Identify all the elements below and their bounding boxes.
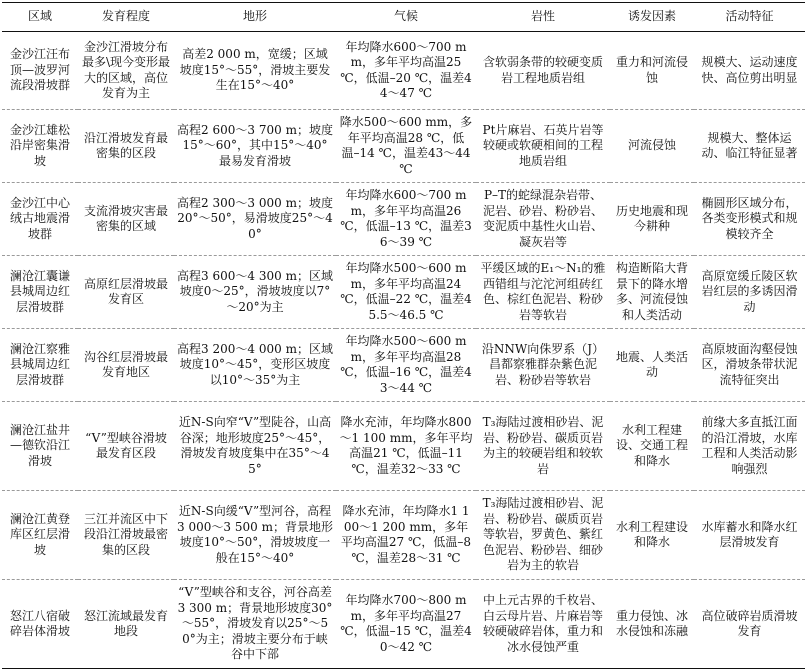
- cell-development: 怒江流域最发育地段: [78, 580, 174, 669]
- table-row: [2, 329, 805, 402]
- cell-climate: 降水500～600 mm，多年平均高温28 ℃，低温–14 ℃，温差43～44 ℃: [336, 110, 476, 183]
- cell-development: 支流滑坡灾害最密集的区域: [78, 183, 174, 256]
- cell-terrain: 高差2 000 m，宽缓；区域坡度15°～55°，滑坡主要发生在15°～40°: [174, 32, 336, 110]
- cell-lithology: P–T的蛇绿混杂岩带、泥岩、砂岩、粉砂岩、变泥质中基性火山岩、凝灰岩等: [476, 183, 610, 256]
- cell-region: 澜沧江盐井—德钦沿江滑坡: [2, 402, 78, 491]
- cell-terrain: 近N-S向窄“V”型陡谷，山高谷深；地形坡度25°～45°，滑坡发育坡度集中在35°～45°: [174, 402, 336, 491]
- table-row: [2, 580, 805, 669]
- cell-trigger: 重力和河流侵蚀: [610, 32, 694, 110]
- cell-region: 澜沧江囊谦县城周边红层滑坡群: [2, 256, 78, 329]
- cell-trigger: 历史地震和现今耕种: [610, 183, 694, 256]
- cell-region: 金沙江中心绒古地震滑坡群: [2, 183, 78, 256]
- cell-region: 怒江八宿破碎岩体滑坡: [2, 580, 78, 669]
- cell-development: 三江并流区中下段沿江滑坡最密集的区段: [78, 491, 174, 580]
- cell-trigger: 地震、人类活动: [610, 329, 694, 402]
- cell-development: 沿江滑坡发育最密集的区段: [78, 110, 174, 183]
- cell-climate: 降水充沛，年均降水800～1 100 mm，多年平均高温21 ℃，低温–11 ℃，温差32～33 ℃: [336, 402, 476, 491]
- cell-trigger: 构造断陷大背景下的降水增多、河流侵蚀和人类活动: [610, 256, 694, 329]
- cell-terrain: 高程3 600～4 300 m；区域坡度0～25°，滑坡坡度以7°～20°为主: [174, 256, 336, 329]
- cell-climate: 年均降水600～700 mm，多年平均高温25 ℃，低温–20 ℃，温差44～47 ℃: [336, 32, 476, 110]
- table-row: [2, 491, 805, 580]
- cell-activity: 高位破碎岩质滑坡发育: [694, 580, 805, 669]
- cell-lithology: T₃海陆过渡相砂岩、泥岩、粉砂岩、碳质页岩等软岩，罗黄色、紫红色泥岩、粉砂岩、细砂岩为主的软岩: [476, 491, 610, 580]
- cell-region: 金沙江雄松沿岸密集滑坡: [2, 110, 78, 183]
- cell-region: 澜沧江察雅县城周边红层滑坡群: [2, 329, 78, 402]
- cell-trigger: 水利工程建设和降水: [610, 491, 694, 580]
- cell-climate: 年均降水500～600 mm，多年平均高温28 ℃，低温–16 ℃，温差43～44 ℃: [336, 329, 476, 402]
- cell-terrain: “V”型峡谷和支谷，河谷高差3 300 m；背景地形坡度30°～55°，滑坡发育以25°～50°为主；滑坡主要分布于峡谷中下部: [174, 580, 336, 669]
- cell-development: “V”型峡谷滑坡最发育区段: [78, 402, 174, 491]
- cell-lithology: Pt片麻岩、石英片岩等较硬或软硬相间的工程地质岩组: [476, 110, 610, 183]
- header-development: 发育程度: [78, 3, 174, 32]
- header-lithology: 岩性: [476, 3, 610, 32]
- cell-lithology: T₃海陆过渡相砂岩、泥岩、粉砂岩、碳质页岩为主的较硬岩组和较软岩: [476, 402, 610, 491]
- cell-activity: 高原坡面沟壑侵蚀区，滑坡条带状泥流特征突出: [694, 329, 805, 402]
- cell-activity: 高原宽缓丘陵区软岩红层的多诱因滑动: [694, 256, 805, 329]
- landslide-table: [2, 2, 805, 669]
- cell-lithology: 沿NNW向侏罗系（J）昌都察雅群杂紫色泥岩、粉砂岩等软岩: [476, 329, 610, 402]
- cell-activity: 规模大、运动速度快、高位剪出明显: [694, 32, 805, 110]
- cell-trigger: 河流侵蚀: [610, 110, 694, 183]
- cell-lithology: 中上元古界的千枚岩、白云母片岩、片麻岩等较硬破碎岩体，重力和冰水侵蚀严重: [476, 580, 610, 669]
- cell-development: 金沙江滑坡分布最多\现今变形最大的区域，高位发育为主: [78, 32, 174, 110]
- cell-lithology: 平缓区域的E₁～N₁的雅西错组与沱沱河组砖红色、棕红色泥岩、粉砂岩等软岩: [476, 256, 610, 329]
- cell-activity: 水库蓄水和降水红层滑坡发育: [694, 491, 805, 580]
- table-row: [2, 183, 805, 256]
- cell-region: 金沙江汪布顶—波罗河流段滑坡群: [2, 32, 78, 110]
- header-trigger: 诱发因素: [610, 3, 694, 32]
- cell-terrain: 近N-S向缓“V”型河谷，高程3 000～3 500 m；背景地形坡度10°～50°，滑坡坡度一般在15°～40°: [174, 491, 336, 580]
- header-row: [2, 3, 805, 32]
- header-activity: 活动特征: [694, 3, 805, 32]
- cell-climate: 年均降水700～800 mm，多年平均高温27 ℃，低温–15 ℃，温差40～42 ℃: [336, 580, 476, 669]
- cell-region: 澜沧江黄登库区红层滑坡: [2, 491, 78, 580]
- cell-climate: 降水充沛，年均降水1 100～1 200 mm，多年平均高温27 ℃，低温–8 ℃，温差28～31 ℃: [336, 491, 476, 580]
- cell-activity: 椭圆形区域分布，各类变形模式和规模较齐全: [694, 183, 805, 256]
- header-terrain: 地形: [174, 3, 336, 32]
- cell-lithology: 含软弱条带的较硬变质岩工程地质岩组: [476, 32, 610, 110]
- header-region: 区域: [2, 3, 78, 32]
- cell-terrain: 高程2 300～3 000 m；坡度20°～50°，易滑坡度25°～40°: [174, 183, 336, 256]
- cell-climate: 年均降水500～600 mm，多年平均高温24 ℃，低温–22 ℃，温差45.5～46.5 ℃: [336, 256, 476, 329]
- table-row: [2, 32, 805, 110]
- cell-terrain: 高程3 200～4 000 m；区域坡度10°～45°，变形区坡度以10°～35°为主: [174, 329, 336, 402]
- cell-development: 沟谷红层滑坡最发育地区: [78, 329, 174, 402]
- cell-activity: 规模大、整体运动、临江特征显著: [694, 110, 805, 183]
- cell-activity: 前缘大多直抵江面的沿江滑坡，水库工程和人类活动影响强烈: [694, 402, 805, 491]
- cell-terrain: 高程2 600～3 700 m；坡度15°～60°，其中15°～40°最易发育滑坡: [174, 110, 336, 183]
- table-row: [2, 256, 805, 329]
- cell-trigger: 重力侵蚀、冰水侵蚀和冻融: [610, 580, 694, 669]
- table-row: [2, 402, 805, 491]
- cell-climate: 年均降水600～700 mm，多年平均高温26 ℃，低温–13 ℃，温差36～39 ℃: [336, 183, 476, 256]
- table-row: [2, 110, 805, 183]
- cell-trigger: 水利工程建设、交通工程和降水: [610, 402, 694, 491]
- cell-development: 高原红层滑坡最发育区: [78, 256, 174, 329]
- header-climate: 气候: [336, 3, 476, 32]
